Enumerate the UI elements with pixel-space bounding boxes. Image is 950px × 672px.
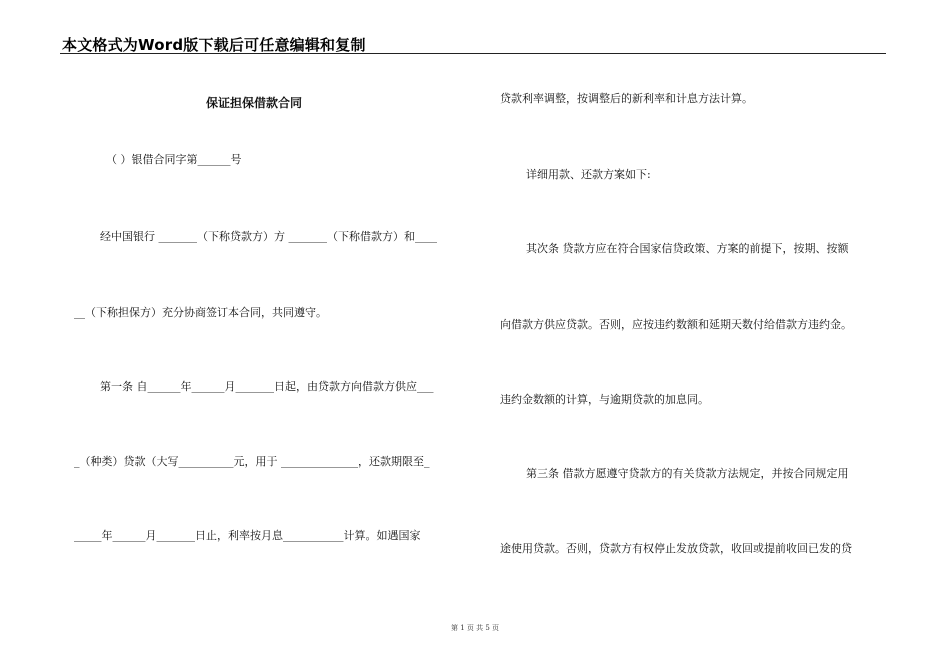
paragraph-line: 贷款利率调整，按调整后的新利率和计息方法计算。 [500, 92, 753, 105]
paragraph-line: 违约金数额的计算，与逾期贷款的加息同。 [500, 393, 709, 406]
paragraph-line: _____年______月_______日止，利率按月息___________计算。如遇国家 [74, 529, 421, 542]
paragraph-line: 其次条 贷款方应在符合国家信贷政策、方案的前提下，按期、按额 [526, 242, 849, 255]
paragraph-line: 详细用款、还款方案如下: [526, 168, 651, 181]
paragraph-line: （ ）银借合同字第______号 [106, 153, 242, 166]
paragraph-line: 向借款方供应贷款。否则，应按违约数额和延期天数付给借款方违约金。 [500, 318, 852, 331]
header-text: 本文格式为Word版下载后可任意编辑和复制 [62, 36, 366, 54]
left-column [74, 0, 464, 672]
paragraph-line: _（种类）贷款（大写__________元，用于 ______________，还款期限至_ [74, 455, 430, 468]
paragraph-line: 第三条 借款方愿遵守贷款方的有关贷款方法规定，并按合同规定用 [526, 467, 849, 480]
paragraph-line: 第一条 自______年______月_______日起，由贷款方向借款方供应___ [100, 380, 434, 393]
right-column [498, 0, 888, 672]
page-number: 第 1 页 共 5 页 [450, 624, 500, 632]
paragraph-line: 途使用贷款。否则，贷款方有权停止发放贷款，收回或提前收回已发的贷 [500, 542, 852, 555]
paragraph-line: __（下称担保方）充分协商签订本合同，共同遵守。 [74, 306, 327, 319]
document-title: 保证担保借款合同 [206, 96, 303, 110]
paragraph-line: 经中国银行 _______（下称贷款方）方 _______（下称借款方）和____ [100, 230, 437, 243]
